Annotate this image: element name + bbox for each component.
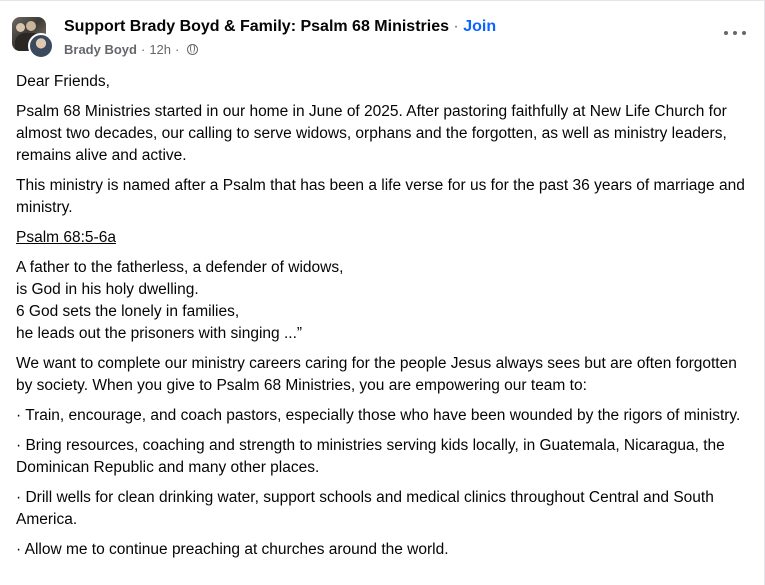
meta-separator: · bbox=[140, 42, 146, 57]
title-separator: · bbox=[448, 18, 464, 35]
more-dot bbox=[742, 31, 746, 35]
post-timestamp[interactable]: 12h bbox=[149, 42, 172, 57]
author-avatar[interactable] bbox=[28, 33, 54, 59]
post-header bbox=[12, 15, 752, 61]
verse-line: is God in his holy dwelling. bbox=[16, 281, 199, 298]
group-photo-person bbox=[26, 21, 36, 31]
group-photo-person bbox=[16, 23, 25, 32]
join-button[interactable]: Join bbox=[463, 18, 497, 35]
verse-line: A father to the fatherless, a defender of widows, bbox=[16, 259, 344, 276]
verse-reference: Psalm 68:5-6a bbox=[16, 229, 116, 246]
post-title-line bbox=[64, 18, 496, 36]
bullet-item: · Drill wells for clean drinking water, support schools and medical clinics throughout Central and South America. bbox=[16, 489, 714, 528]
group-name-link[interactable]: Support Brady Boyd & Family: Psalm 68 Ministries bbox=[64, 18, 449, 35]
more-dot bbox=[724, 31, 728, 35]
author-name-link[interactable]: Brady Boyd bbox=[64, 42, 137, 57]
bullet-item: · Bring resources, coaching and strength to ministries serving kids locally, in Guatemala, Nicaragua, the Dominican Republic and many other places. bbox=[16, 437, 725, 476]
post-meta bbox=[64, 42, 198, 57]
post-paragraph: This ministry is named after a Psalm that has been a life verse for us for the past 36 years of marriage and ministry. bbox=[16, 177, 745, 216]
avatar-stack[interactable] bbox=[12, 17, 54, 59]
more-options-icon[interactable] bbox=[724, 27, 746, 39]
post-body bbox=[16, 71, 754, 569]
verse-quote bbox=[16, 257, 754, 345]
post-paragraph: Psalm 68 Ministries started in our home in June of 2025. After pastoring faithfully at New Life Church for almost two decades, our calling to serve widows, orphans and the forgotten, as well as ministry leaders, remains alive and active. bbox=[16, 103, 727, 164]
meta-separator: · bbox=[175, 42, 180, 57]
post-paragraph: We want to complete our ministry careers caring for the people Jesus always sees but are often forgotten by society. When you give to Psalm 68 Ministries, you are empowering our team to: bbox=[16, 355, 737, 394]
post-greeting: Dear Friends, bbox=[16, 73, 110, 90]
verse-line: he leads out the prisoners with singing ...” bbox=[16, 325, 303, 342]
bullet-item: · Train, encourage, and coach pastors, especially those who have been wounded by the rigors of ministry. bbox=[16, 407, 741, 424]
more-dot bbox=[733, 31, 737, 35]
bullet-item: · Allow me to continue preaching at churches around the world. bbox=[16, 541, 449, 558]
verse-line: 6 God sets the lonely in families, bbox=[16, 303, 240, 320]
globe-icon[interactable] bbox=[187, 44, 198, 55]
